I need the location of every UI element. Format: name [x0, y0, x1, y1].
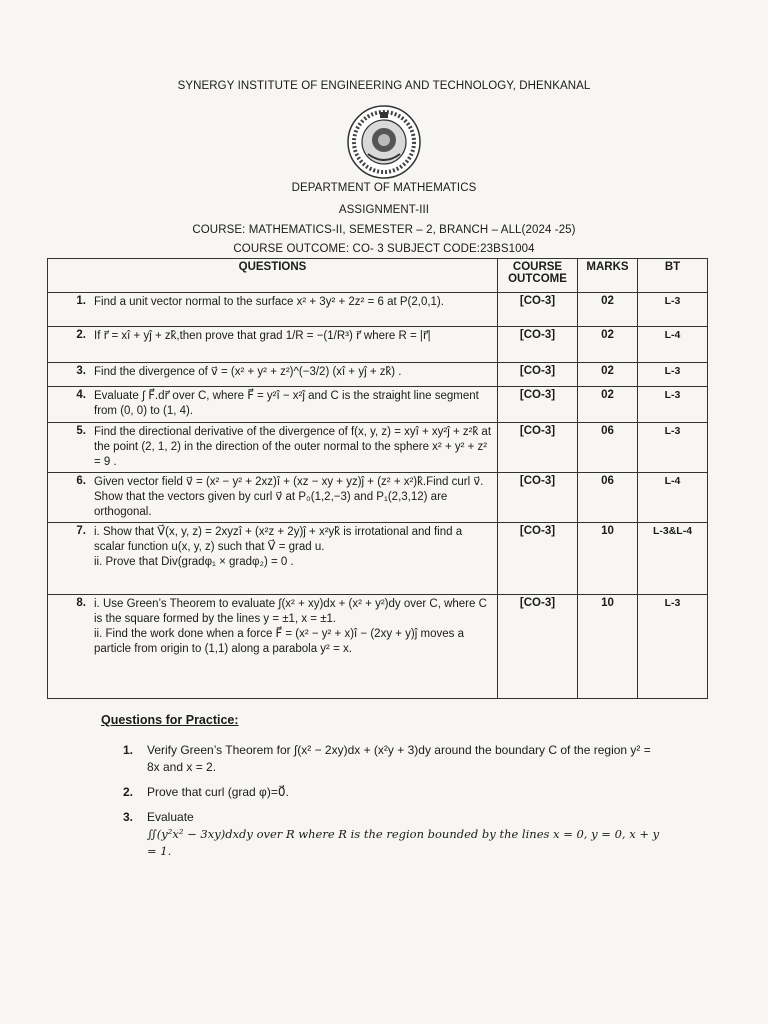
- question-number: 4.: [76, 389, 86, 401]
- bloom-level: L-3: [638, 423, 708, 473]
- header-bt: BT: [638, 259, 708, 293]
- bloom-level: L-3: [638, 293, 708, 327]
- course-outcome-line: COURSE OUTCOME: CO- 3 SUBJECT CODE:23BS1004: [233, 243, 535, 255]
- practice-text: Evaluate: [147, 810, 194, 824]
- marks: 06: [578, 423, 638, 473]
- question-text: i. Use Green’s Theorem to evaluate ∫(x² + xy)dx + (x² + y²)dy over C, where C is the square formed by the lines y = ±1, x = ±1.: [94, 598, 487, 625]
- header-course-outcome: COURSE OUTCOME: [498, 259, 578, 293]
- question-number: 1.: [76, 295, 86, 307]
- question-text: Find the divergence of v⃗ = (x² + y² + z²)^(−3/2) (xî + yĵ + zk̂) .: [94, 366, 402, 378]
- question-number: 7.: [76, 525, 86, 537]
- department-name: DEPARTMENT OF MATHEMATICS: [291, 182, 477, 194]
- question-text: Evaluate ∫ F⃗.dr⃗ over C, where F⃗ = y²î − x²ĵ and C is the straight line segment from (0, 0) to (1, 4).: [94, 390, 479, 417]
- bloom-level: L-3&L-4: [638, 523, 708, 595]
- marks: 06: [578, 473, 638, 523]
- marks: 02: [578, 293, 638, 327]
- table-row: [48, 293, 708, 327]
- course-outcome: [CO-3]: [498, 293, 578, 327]
- question-text: i. Show that V⃗(x, y, z) = 2xyzî + (x²z + 2y)ĵ + x²yk̂ is irrotational and find a scalar function u(x, y, z) such that V⃗ = grad u.: [94, 526, 463, 553]
- bloom-level: L-3: [638, 387, 708, 423]
- practice-text: Verify Green’s Theorem for ∫(x² − 2xy)dx + (x²y + 3)dy around the boundary C of the region y² = 8x and x = 2.: [147, 743, 651, 774]
- table-row: [48, 387, 708, 423]
- bloom-level: L-3: [638, 363, 708, 387]
- table-row: [48, 473, 708, 523]
- course-outcome: [CO-3]: [498, 363, 578, 387]
- question-number: 2.: [76, 329, 86, 341]
- question-text: Given vector field v⃗ = (x² − y² + 2xz)î + (xz − xy + yz)ĵ + (z² + x²)k̂.Find curl v⃗. Show that the vectors given by curl v⃗ at P₀(1,2,−3) and P₁(2,3,12) are orthogonal.: [94, 476, 484, 518]
- table-row: [48, 327, 708, 363]
- practice-text-part-2: ∬(y²x² − 3xy)dxdy over R where R is the region bounded by the lines x = 0, y = 0, x + y = 1.: [147, 827, 660, 858]
- question-number: 6.: [76, 475, 86, 487]
- question-number: 3.: [76, 365, 86, 377]
- institute-logo-icon: [346, 104, 422, 180]
- marks: 10: [578, 595, 638, 699]
- course-outcome: [CO-3]: [498, 473, 578, 523]
- bloom-level: L-4: [638, 473, 708, 523]
- header-questions: QUESTIONS: [48, 259, 498, 293]
- table-row: [48, 523, 708, 595]
- question-text-part-2: ii. Find the work done when a force F⃗ = (x² − y² + x)î − (2xy + y)ĵ moves a particle from origin to (1,1) along a parabola y² = x.: [94, 628, 464, 655]
- practice-number: 2.: [123, 785, 134, 799]
- marks: 10: [578, 523, 638, 595]
- practice-list: [123, 742, 663, 868]
- practice-number: 3.: [123, 810, 134, 824]
- list-item: [123, 809, 663, 860]
- header-marks: MARKS: [578, 259, 638, 293]
- table-row: [48, 423, 708, 473]
- course-outcome: [CO-3]: [498, 523, 578, 595]
- practice-text: Prove that curl (grad φ)=0⃗.: [147, 785, 289, 799]
- question-text: Find the directional derivative of the divergence of f(x, y, z) = xyî + xy²ĵ + z²k̂ at the point (2, 1, 2) in the direction of the outer normal to the sphere x² + y² + z² = 9 .: [94, 426, 492, 468]
- list-item: [123, 784, 663, 801]
- marks: 02: [578, 363, 638, 387]
- question-text: Find a unit vector normal to the surface x² + 3y² + 2z² = 6 at P(2,0,1).: [94, 296, 444, 308]
- question-text-part-2: ii. Prove that Div(gradφ₁ × gradφ₂) = 0 .: [94, 556, 294, 568]
- marks: 02: [578, 327, 638, 363]
- table-row: [48, 363, 708, 387]
- question-number: 8.: [76, 597, 86, 609]
- bloom-level: L-3: [638, 595, 708, 699]
- course-line: COURSE: MATHEMATICS-II, SEMESTER – 2, BRANCH – ALL(2024 -25): [192, 224, 576, 236]
- course-outcome: [CO-3]: [498, 327, 578, 363]
- course-outcome: [CO-3]: [498, 387, 578, 423]
- course-outcome: [CO-3]: [498, 423, 578, 473]
- practice-number: 1.: [123, 743, 134, 757]
- questions-table: [47, 258, 708, 699]
- marks: 02: [578, 387, 638, 423]
- assignment-title: ASSIGNMENT-III: [338, 204, 430, 216]
- table-row: [48, 595, 708, 699]
- question-text: If r⃗ = xî + yĵ + zk̂,then prove that grad 1/R = −(1/R³) r⃗ where R = |r⃗|: [94, 330, 431, 342]
- institute-name: SYNERGY INSTITUTE OF ENGINEERING AND TECHNOLOGY, DHENKANAL: [177, 80, 591, 92]
- practice-title: Questions for Practice:: [101, 713, 239, 727]
- course-outcome: [CO-3]: [498, 595, 578, 699]
- list-item: [123, 742, 663, 776]
- question-number: 5.: [76, 425, 86, 437]
- bloom-level: L-4: [638, 327, 708, 363]
